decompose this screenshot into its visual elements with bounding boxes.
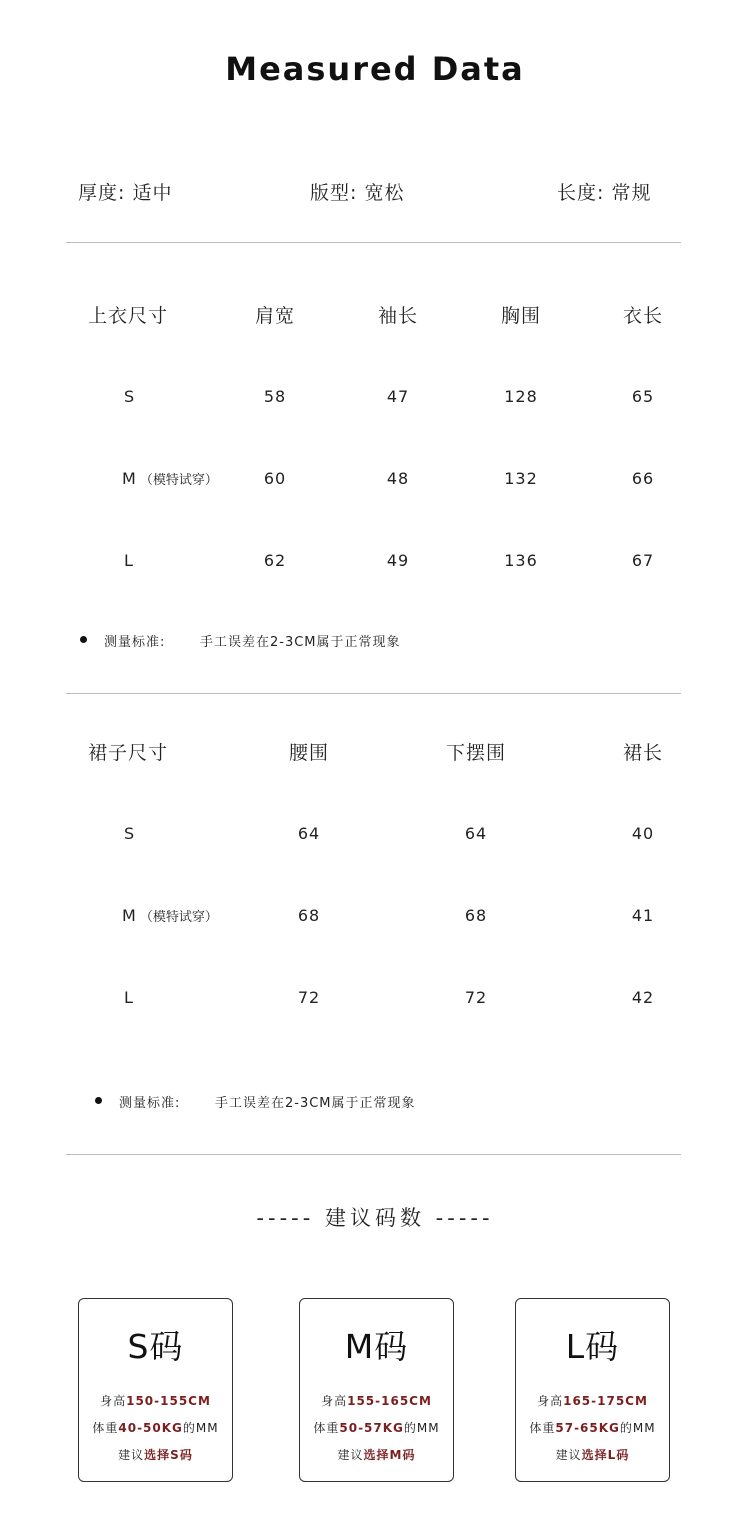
table-cell: 132 (504, 469, 538, 488)
card-advice (516, 1446, 669, 1463)
recommend-title: ----- 建议码数 ----- (256, 1206, 494, 1230)
card-weight-label: 体重 (92, 1421, 119, 1435)
table-cell: 128 (504, 387, 538, 406)
card-advice-label: 建议 (118, 1448, 145, 1462)
size-label: L (124, 551, 133, 570)
divider (66, 693, 681, 694)
attr-thickness-value: 适中 (132, 182, 173, 204)
top-row-size (124, 551, 137, 570)
attr-fit (310, 178, 404, 205)
bullet-dot (95, 1097, 102, 1104)
card-weight (516, 1419, 669, 1436)
attr-length (557, 178, 651, 205)
top-header-length: 衣长 (622, 305, 663, 327)
card-weight (300, 1419, 453, 1436)
table-cell: 41 (631, 906, 655, 925)
skirt-header-length: 裙长 (622, 742, 663, 764)
skirt-row-size (124, 824, 138, 843)
card-size: L码 (565, 1327, 620, 1366)
table-cell: 72 (297, 988, 321, 1007)
table-cell: 60 (263, 469, 287, 488)
table-cell: 42 (631, 988, 655, 1007)
size-label: S (124, 387, 135, 406)
top-header-sleeve: 袖长 (377, 305, 418, 327)
card-height-label: 身高 (100, 1394, 127, 1408)
attr-thickness-label: 厚度: (78, 182, 126, 204)
size-label: S (124, 824, 135, 843)
card-weight-suffix: 的MM (182, 1421, 219, 1435)
divider (66, 1154, 681, 1155)
skirt-header-hem: 下摆围 (445, 742, 506, 764)
attr-fit-value: 宽松 (364, 182, 405, 204)
card-advice-value: 选择L码 (581, 1448, 630, 1462)
size-label: M (122, 906, 136, 925)
table-cell: 67 (631, 551, 655, 570)
size-card-l (515, 1298, 670, 1482)
card-height (300, 1392, 453, 1409)
table-cell: 48 (386, 469, 410, 488)
table-cell: 65 (631, 387, 655, 406)
table-cell: 66 (631, 469, 655, 488)
table-cell: 72 (464, 988, 488, 1007)
card-height-label: 身高 (537, 1394, 564, 1408)
card-height-label: 身高 (321, 1394, 348, 1408)
card-height-value: 165-175CM (563, 1394, 648, 1408)
table-cell: 62 (263, 551, 287, 570)
table-cell: 68 (297, 906, 321, 925)
card-weight-value: 40-50KG (118, 1421, 183, 1435)
standard-text: 手工误差在2-3CM属于正常现象 (215, 1096, 416, 1111)
card-weight-suffix: 的MM (403, 1421, 440, 1435)
card-weight-label: 体重 (529, 1421, 556, 1435)
card-advice-label: 建议 (337, 1448, 364, 1462)
size-card-s (78, 1298, 233, 1482)
attr-thickness (78, 178, 172, 205)
skirt-header-waist: 腰围 (288, 742, 329, 764)
card-size: S码 (127, 1327, 184, 1366)
card-advice-value: 选择M码 (363, 1448, 416, 1462)
card-weight-value: 57-65KG (555, 1421, 620, 1435)
skirt-row-size (122, 906, 218, 925)
size-note: （模特试穿） (139, 473, 218, 488)
standard-label: 测量标准: (104, 635, 166, 650)
size-label: M (122, 469, 136, 488)
size-label: L (124, 988, 133, 1007)
card-advice (79, 1446, 232, 1463)
top-header-chest: 胸围 (500, 305, 541, 327)
size-note: （模特试穿） (139, 910, 218, 925)
card-advice-value: 选择S码 (144, 1448, 193, 1462)
top-row-size (124, 387, 138, 406)
skirt-header-size: 裙子尺寸 (88, 742, 169, 764)
card-weight-suffix: 的MM (619, 1421, 656, 1435)
card-size: M码 (344, 1327, 409, 1366)
table-cell: 49 (386, 551, 410, 570)
table-cell: 64 (297, 824, 321, 843)
card-weight-value: 50-57KG (339, 1421, 404, 1435)
top-header-shoulder: 肩宽 (254, 305, 295, 327)
size-card-m (299, 1298, 454, 1482)
card-height-value: 150-155CM (126, 1394, 211, 1408)
standard-label: 测量标准: (119, 1096, 181, 1111)
table-cell: 58 (263, 387, 287, 406)
top-row-size (122, 469, 218, 488)
card-weight-label: 体重 (313, 1421, 340, 1435)
card-height (516, 1392, 669, 1409)
card-advice-label: 建议 (555, 1448, 582, 1462)
bullet-dot (80, 636, 87, 643)
standard-text: 手工误差在2-3CM属于正常现象 (200, 635, 401, 650)
table-cell: 68 (464, 906, 488, 925)
table-cell: 64 (464, 824, 488, 843)
attr-length-value: 常规 (611, 182, 652, 204)
attr-fit-label: 版型: (310, 182, 358, 204)
table-cell: 136 (504, 551, 538, 570)
divider (66, 242, 681, 243)
card-height-value: 155-165CM (347, 1394, 432, 1408)
card-weight (79, 1419, 232, 1436)
card-advice (300, 1446, 453, 1463)
page-title: Measured Data (225, 50, 525, 88)
top-header-size: 上衣尺寸 (88, 305, 169, 327)
card-height (79, 1392, 232, 1409)
skirt-row-size (124, 988, 137, 1007)
attr-length-label: 长度: (557, 182, 605, 204)
table-cell: 47 (386, 387, 410, 406)
table-cell: 40 (631, 824, 655, 843)
